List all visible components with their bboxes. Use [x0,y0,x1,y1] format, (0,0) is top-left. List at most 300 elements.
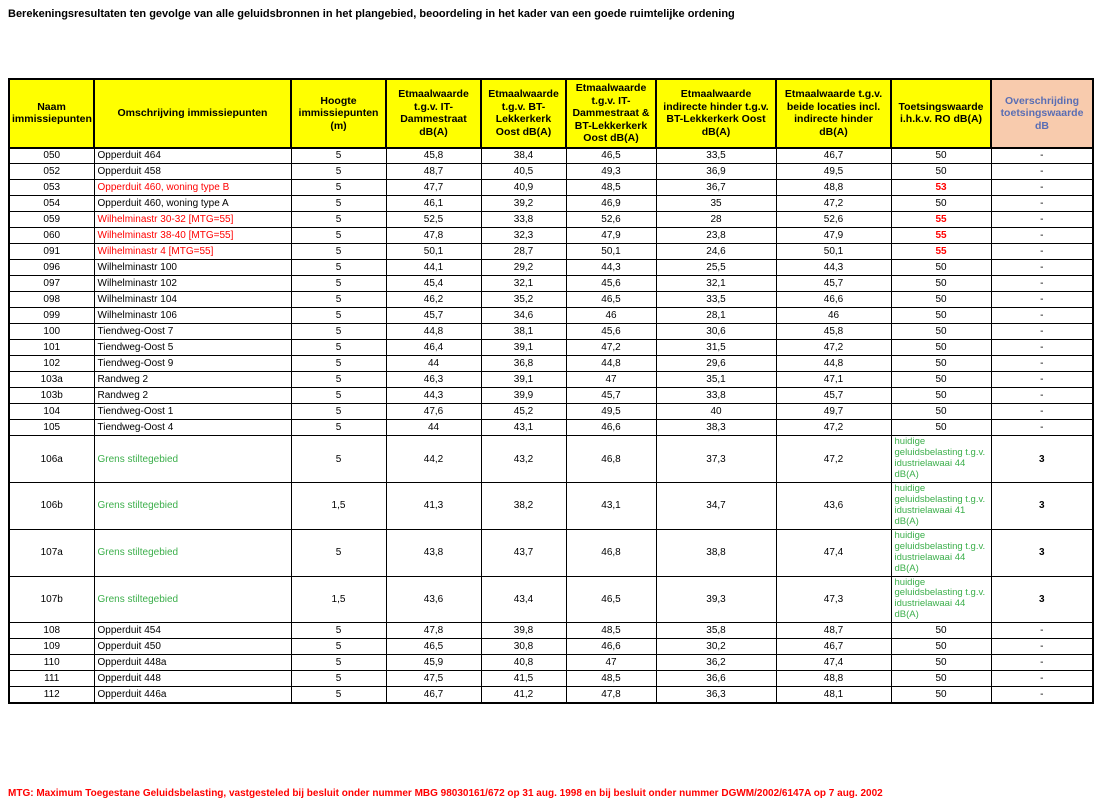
cell-omschrijving: Opperduit 450 [94,639,291,655]
cell-toetsingswaarde: 50 [891,639,991,655]
cell-naam: 107a [9,529,94,576]
cell-naam: 102 [9,356,94,372]
cell-omschrijving: Opperduit 460, woning type B [94,180,291,196]
cell-indirecte-hinder: 25,5 [656,260,776,276]
cell-etmaal-bt: 28,7 [481,244,566,260]
cell-etmaal-it: 45,8 [386,148,481,164]
cell-naam: 091 [9,244,94,260]
cell-omschrijving: Wilhelminastr 102 [94,276,291,292]
cell-naam: 100 [9,324,94,340]
cell-overschrijding: - [991,164,1093,180]
cell-etmaal-it-bt: 47,9 [566,228,656,244]
cell-omschrijving: Tiendweg-Oost 7 [94,324,291,340]
cell-indirecte-hinder: 39,3 [656,576,776,623]
cell-beide-locaties: 47,9 [776,228,891,244]
cell-hoogte: 5 [291,244,386,260]
cell-beide-locaties: 45,8 [776,324,891,340]
table-row [9,623,1093,639]
cell-etmaal-it: 44,8 [386,324,481,340]
cell-toetsingswaarde: 50 [891,388,991,404]
cell-indirecte-hinder: 36,7 [656,180,776,196]
cell-hoogte: 5 [291,260,386,276]
cell-etmaal-bt: 32,3 [481,228,566,244]
cell-overschrijding: - [991,356,1093,372]
table-row [9,671,1093,687]
cell-omschrijving: Wilhelminastr 100 [94,260,291,276]
cell-indirecte-hinder: 36,9 [656,164,776,180]
cell-overschrijding: - [991,340,1093,356]
cell-toetsingswaarde: 50 [891,655,991,671]
cell-overschrijding: 3 [991,576,1093,623]
cell-omschrijving: Opperduit 464 [94,148,291,164]
cell-indirecte-hinder: 28 [656,212,776,228]
cell-indirecte-hinder: 33,5 [656,292,776,308]
cell-beide-locaties: 52,6 [776,212,891,228]
cell-beide-locaties: 46,7 [776,639,891,655]
cell-etmaal-bt: 30,8 [481,639,566,655]
cell-etmaal-it: 43,8 [386,529,481,576]
cell-beide-locaties: 47,4 [776,529,891,576]
cell-omschrijving: Wilhelminastr 30-32 [MTG=55] [94,212,291,228]
cell-hoogte: 5 [291,404,386,420]
cell-hoogte: 5 [291,164,386,180]
cell-etmaal-bt: 32,1 [481,276,566,292]
cell-hoogte: 5 [291,340,386,356]
cell-etmaal-bt: 34,6 [481,308,566,324]
cell-overschrijding: - [991,292,1093,308]
cell-etmaal-bt: 38,4 [481,148,566,164]
cell-hoogte: 5 [291,687,386,703]
cell-overschrijding: - [991,276,1093,292]
cell-toetsingswaarde: 55 [891,212,991,228]
cell-beide-locaties: 46,7 [776,148,891,164]
cell-beide-locaties: 47,2 [776,340,891,356]
cell-hoogte: 5 [291,356,386,372]
cell-etmaal-bt: 29,2 [481,260,566,276]
cell-etmaal-it: 44,1 [386,260,481,276]
cell-etmaal-it: 52,5 [386,212,481,228]
cell-etmaal-it-bt: 46,9 [566,196,656,212]
cell-hoogte: 5 [291,292,386,308]
cell-etmaal-it: 47,5 [386,671,481,687]
table-row [9,372,1093,388]
cell-etmaal-it-bt: 49,5 [566,404,656,420]
cell-etmaal-it: 44,2 [386,436,481,483]
cell-etmaal-bt: 40,5 [481,164,566,180]
column-header-hoogte: Hoogte immissiepunten (m) [291,79,386,148]
cell-toetsingswaarde: huidige geluidsbelasting t.g.v. idustrielawaai 44 dB(A) [891,436,991,483]
column-header-beide-locaties: Etmaalwaarde t.g.v. beide locaties incl. indirecte hinder dB(A) [776,79,891,148]
cell-etmaal-it-bt: 52,6 [566,212,656,228]
table-row [9,148,1093,164]
cell-hoogte: 5 [291,655,386,671]
cell-etmaal-bt: 38,2 [481,483,566,530]
cell-toetsingswaarde: 55 [891,228,991,244]
cell-etmaal-bt: 43,4 [481,576,566,623]
cell-indirecte-hinder: 31,5 [656,340,776,356]
cell-omschrijving: Randweg 2 [94,388,291,404]
cell-naam: 108 [9,623,94,639]
column-header-overschrijding: Overschrijding toetsingswaarde dB [991,79,1093,148]
cell-toetsingswaarde: 50 [891,687,991,703]
cell-etmaal-it-bt: 46,6 [566,639,656,655]
cell-omschrijving: Opperduit 454 [94,623,291,639]
cell-toetsingswaarde: huidige geluidsbelasting t.g.v. idustrielawaai 44 dB(A) [891,529,991,576]
cell-etmaal-it-bt: 48,5 [566,180,656,196]
cell-omschrijving: Tiendweg-Oost 5 [94,340,291,356]
table-row [9,639,1093,655]
table-row [9,276,1093,292]
cell-toetsingswaarde: 53 [891,180,991,196]
cell-etmaal-it: 44,3 [386,388,481,404]
cell-indirecte-hinder: 28,1 [656,308,776,324]
table-row [9,340,1093,356]
cell-etmaal-it-bt: 48,5 [566,671,656,687]
cell-etmaal-it-bt: 46,5 [566,148,656,164]
cell-etmaal-it-bt: 46,5 [566,292,656,308]
cell-etmaal-bt: 39,2 [481,196,566,212]
cell-indirecte-hinder: 30,6 [656,324,776,340]
cell-naam: 060 [9,228,94,244]
cell-beide-locaties: 47,1 [776,372,891,388]
column-header-toetsingswaarde: Toetsingswaarde i.h.k.v. RO dB(A) [891,79,991,148]
cell-hoogte: 5 [291,196,386,212]
cell-toetsingswaarde: 50 [891,324,991,340]
cell-indirecte-hinder: 33,8 [656,388,776,404]
table-row [9,292,1093,308]
cell-etmaal-bt: 39,8 [481,623,566,639]
cell-beide-locaties: 47,2 [776,196,891,212]
cell-omschrijving: Opperduit 448 [94,671,291,687]
cell-etmaal-it-bt: 45,6 [566,276,656,292]
cell-beide-locaties: 49,5 [776,164,891,180]
cell-toetsingswaarde: 50 [891,340,991,356]
column-header-etmaal-it: Etmaalwaarde t.g.v. IT-Dammestraat dB(A) [386,79,481,148]
cell-toetsingswaarde: 50 [891,372,991,388]
cell-omschrijving: Opperduit 448a [94,655,291,671]
cell-indirecte-hinder: 30,2 [656,639,776,655]
cell-omschrijving: Grens stiltegebied [94,436,291,483]
table-row [9,324,1093,340]
cell-toetsingswaarde: 50 [891,260,991,276]
cell-etmaal-it: 46,7 [386,687,481,703]
cell-beide-locaties: 50,1 [776,244,891,260]
cell-etmaal-it: 45,9 [386,655,481,671]
table-row [9,529,1093,576]
cell-beide-locaties: 45,7 [776,388,891,404]
cell-etmaal-it: 44 [386,356,481,372]
cell-toetsingswaarde: 50 [891,356,991,372]
table-row [9,436,1093,483]
cell-hoogte: 5 [291,180,386,196]
cell-indirecte-hinder: 33,5 [656,148,776,164]
cell-indirecte-hinder: 34,7 [656,483,776,530]
cell-etmaal-it-bt: 47 [566,655,656,671]
cell-etmaal-it-bt: 50,1 [566,244,656,260]
cell-etmaal-it: 46,2 [386,292,481,308]
cell-beide-locaties: 48,1 [776,687,891,703]
cell-etmaal-bt: 40,8 [481,655,566,671]
cell-indirecte-hinder: 24,6 [656,244,776,260]
cell-overschrijding: - [991,196,1093,212]
cell-hoogte: 5 [291,529,386,576]
cell-omschrijving: Grens stiltegebied [94,529,291,576]
cell-etmaal-it-bt: 45,7 [566,388,656,404]
cell-etmaal-it-bt: 44,8 [566,356,656,372]
table-row [9,687,1093,703]
cell-etmaal-it-bt: 46,8 [566,436,656,483]
cell-etmaal-bt: 40,9 [481,180,566,196]
cell-etmaal-it-bt: 48,5 [566,623,656,639]
cell-toetsingswaarde: 50 [891,623,991,639]
cell-etmaal-bt: 45,2 [481,404,566,420]
cell-etmaal-it-bt: 46,5 [566,576,656,623]
cell-etmaal-it: 46,5 [386,639,481,655]
cell-omschrijving: Wilhelminastr 38-40 [MTG=55] [94,228,291,244]
cell-omschrijving: Wilhelminastr 104 [94,292,291,308]
cell-omschrijving: Tiendweg-Oost 9 [94,356,291,372]
cell-omschrijving: Randweg 2 [94,372,291,388]
table-row [9,212,1093,228]
cell-etmaal-bt: 36,8 [481,356,566,372]
cell-hoogte: 5 [291,372,386,388]
cell-naam: 099 [9,308,94,324]
results-table [8,78,1094,704]
cell-indirecte-hinder: 36,3 [656,687,776,703]
cell-beide-locaties: 44,8 [776,356,891,372]
table-row [9,483,1093,530]
table-row [9,308,1093,324]
cell-hoogte: 5 [291,324,386,340]
table-row [9,244,1093,260]
column-header-omschrijving: Omschrijving immissiepunten [94,79,291,148]
cell-beide-locaties: 47,3 [776,576,891,623]
cell-indirecte-hinder: 40 [656,404,776,420]
cell-etmaal-it: 44 [386,420,481,436]
column-header-indirecte-hinder: Etmaalwaarde indirecte hinder t.g.v. BT-Lekkerkerk Oost dB(A) [656,79,776,148]
cell-etmaal-it: 46,1 [386,196,481,212]
cell-etmaal-it: 47,8 [386,228,481,244]
page-title: Berekeningsresultaten ten gevolge van alle geluidsbronnen in het plangebied, beoordeling in het kader van een goede ruimtelijke ordening [8,8,735,20]
cell-etmaal-it: 43,6 [386,576,481,623]
cell-naam: 112 [9,687,94,703]
cell-hoogte: 5 [291,436,386,483]
cell-etmaal-it-bt: 46,8 [566,529,656,576]
cell-overschrijding: - [991,148,1093,164]
cell-overschrijding: - [991,260,1093,276]
cell-overschrijding: - [991,404,1093,420]
cell-naam: 110 [9,655,94,671]
cell-indirecte-hinder: 35 [656,196,776,212]
cell-beide-locaties: 44,3 [776,260,891,276]
cell-etmaal-it: 45,4 [386,276,481,292]
cell-overschrijding: - [991,308,1093,324]
cell-omschrijving: Tiendweg-Oost 4 [94,420,291,436]
cell-omschrijving: Opperduit 458 [94,164,291,180]
cell-naam: 103a [9,372,94,388]
cell-beide-locaties: 46,6 [776,292,891,308]
cell-beide-locaties: 49,7 [776,404,891,420]
table-row [9,260,1093,276]
cell-etmaal-it-bt: 43,1 [566,483,656,530]
cell-etmaal-bt: 39,1 [481,340,566,356]
table-row [9,356,1093,372]
cell-overschrijding: 3 [991,529,1093,576]
cell-toetsingswaarde: 50 [891,404,991,420]
cell-naam: 104 [9,404,94,420]
table-row [9,655,1093,671]
cell-etmaal-it-bt: 47,2 [566,340,656,356]
table-row [9,164,1093,180]
cell-omschrijving: Wilhelminastr 4 [MTG=55] [94,244,291,260]
column-header-naam: Naam immissiepunten [9,79,94,148]
cell-overschrijding: 3 [991,436,1093,483]
cell-hoogte: 5 [291,308,386,324]
cell-beide-locaties: 48,8 [776,671,891,687]
table-body [9,148,1093,703]
cell-overschrijding: - [991,228,1093,244]
cell-etmaal-bt: 43,1 [481,420,566,436]
cell-omschrijving: Grens stiltegebied [94,483,291,530]
table-row [9,576,1093,623]
cell-etmaal-it-bt: 44,3 [566,260,656,276]
cell-naam: 103b [9,388,94,404]
table-row [9,196,1093,212]
cell-overschrijding: - [991,671,1093,687]
cell-hoogte: 1,5 [291,576,386,623]
cell-overschrijding: - [991,420,1093,436]
cell-hoogte: 1,5 [291,483,386,530]
cell-toetsingswaarde: 55 [891,244,991,260]
cell-indirecte-hinder: 38,8 [656,529,776,576]
cell-overschrijding: - [991,372,1093,388]
cell-etmaal-it: 48,7 [386,164,481,180]
cell-omschrijving: Grens stiltegebied [94,576,291,623]
cell-overschrijding: - [991,623,1093,639]
cell-beide-locaties: 45,7 [776,276,891,292]
cell-etmaal-it-bt: 47,8 [566,687,656,703]
cell-overschrijding: - [991,687,1093,703]
cell-overschrijding: - [991,655,1093,671]
cell-omschrijving: Opperduit 446a [94,687,291,703]
cell-overschrijding: - [991,639,1093,655]
cell-naam: 096 [9,260,94,276]
cell-naam: 101 [9,340,94,356]
cell-etmaal-it-bt: 46 [566,308,656,324]
mtg-footnote: MTG: Maximum Toegestane Geluidsbelasting, vastgesteled bij besluit onder nummer MBG 98030161/672 op 31 aug. 1998 en bij besluit onder nummer DGWM/2002/6147A op 7 aug. 2002 [8,788,883,799]
cell-indirecte-hinder: 23,8 [656,228,776,244]
cell-etmaal-bt: 39,1 [481,372,566,388]
cell-indirecte-hinder: 29,6 [656,356,776,372]
cell-indirecte-hinder: 35,1 [656,372,776,388]
table-row [9,180,1093,196]
cell-etmaal-it: 46,3 [386,372,481,388]
cell-etmaal-it-bt: 46,6 [566,420,656,436]
cell-toetsingswaarde: 50 [891,196,991,212]
cell-etmaal-it: 45,7 [386,308,481,324]
cell-beide-locaties: 48,8 [776,180,891,196]
cell-omschrijving: Tiendweg-Oost 1 [94,404,291,420]
cell-naam: 111 [9,671,94,687]
cell-etmaal-bt: 38,1 [481,324,566,340]
cell-naam: 059 [9,212,94,228]
cell-indirecte-hinder: 36,6 [656,671,776,687]
table-row [9,388,1093,404]
cell-toetsingswaarde: 50 [891,148,991,164]
cell-toetsingswaarde: huidige geluidsbelasting t.g.v. idustrielawaai 41 dB(A) [891,483,991,530]
cell-omschrijving: Wilhelminastr 106 [94,308,291,324]
cell-toetsingswaarde: huidige geluidsbelasting t.g.v. idustrielawaai 44 dB(A) [891,576,991,623]
cell-overschrijding: - [991,244,1093,260]
cell-etmaal-it: 50,1 [386,244,481,260]
table-row [9,228,1093,244]
cell-beide-locaties: 47,2 [776,436,891,483]
cell-hoogte: 5 [291,228,386,244]
cell-beide-locaties: 46 [776,308,891,324]
cell-naam: 053 [9,180,94,196]
cell-etmaal-bt: 35,2 [481,292,566,308]
cell-naam: 107b [9,576,94,623]
cell-etmaal-bt: 33,8 [481,212,566,228]
cell-etmaal-bt: 39,9 [481,388,566,404]
header-row [9,79,1093,148]
cell-hoogte: 5 [291,388,386,404]
cell-hoogte: 5 [291,276,386,292]
cell-beide-locaties: 47,2 [776,420,891,436]
cell-toetsingswaarde: 50 [891,164,991,180]
cell-etmaal-it: 41,3 [386,483,481,530]
cell-overschrijding: - [991,388,1093,404]
cell-etmaal-it-bt: 45,6 [566,324,656,340]
cell-toetsingswaarde: 50 [891,292,991,308]
cell-etmaal-it: 47,7 [386,180,481,196]
cell-hoogte: 5 [291,639,386,655]
cell-etmaal-it-bt: 49,3 [566,164,656,180]
cell-etmaal-it: 46,4 [386,340,481,356]
cell-indirecte-hinder: 38,3 [656,420,776,436]
cell-overschrijding: - [991,212,1093,228]
cell-etmaal-it: 47,6 [386,404,481,420]
cell-etmaal-bt: 43,2 [481,436,566,483]
table-row [9,404,1093,420]
cell-hoogte: 5 [291,671,386,687]
cell-overschrijding: 3 [991,483,1093,530]
cell-hoogte: 5 [291,212,386,228]
cell-overschrijding: - [991,180,1093,196]
cell-toetsingswaarde: 50 [891,420,991,436]
cell-etmaal-bt: 43,7 [481,529,566,576]
cell-toetsingswaarde: 50 [891,308,991,324]
cell-naam: 054 [9,196,94,212]
cell-toetsingswaarde: 50 [891,671,991,687]
cell-indirecte-hinder: 36,2 [656,655,776,671]
cell-overschrijding: - [991,324,1093,340]
cell-etmaal-bt: 41,2 [481,687,566,703]
cell-omschrijving: Opperduit 460, woning type A [94,196,291,212]
cell-indirecte-hinder: 37,3 [656,436,776,483]
cell-hoogte: 5 [291,148,386,164]
cell-naam: 097 [9,276,94,292]
cell-beide-locaties: 47,4 [776,655,891,671]
cell-indirecte-hinder: 32,1 [656,276,776,292]
table-row [9,420,1093,436]
cell-hoogte: 5 [291,420,386,436]
cell-hoogte: 5 [291,623,386,639]
cell-naam: 109 [9,639,94,655]
cell-naam: 106b [9,483,94,530]
cell-etmaal-it: 47,8 [386,623,481,639]
cell-toetsingswaarde: 50 [891,276,991,292]
